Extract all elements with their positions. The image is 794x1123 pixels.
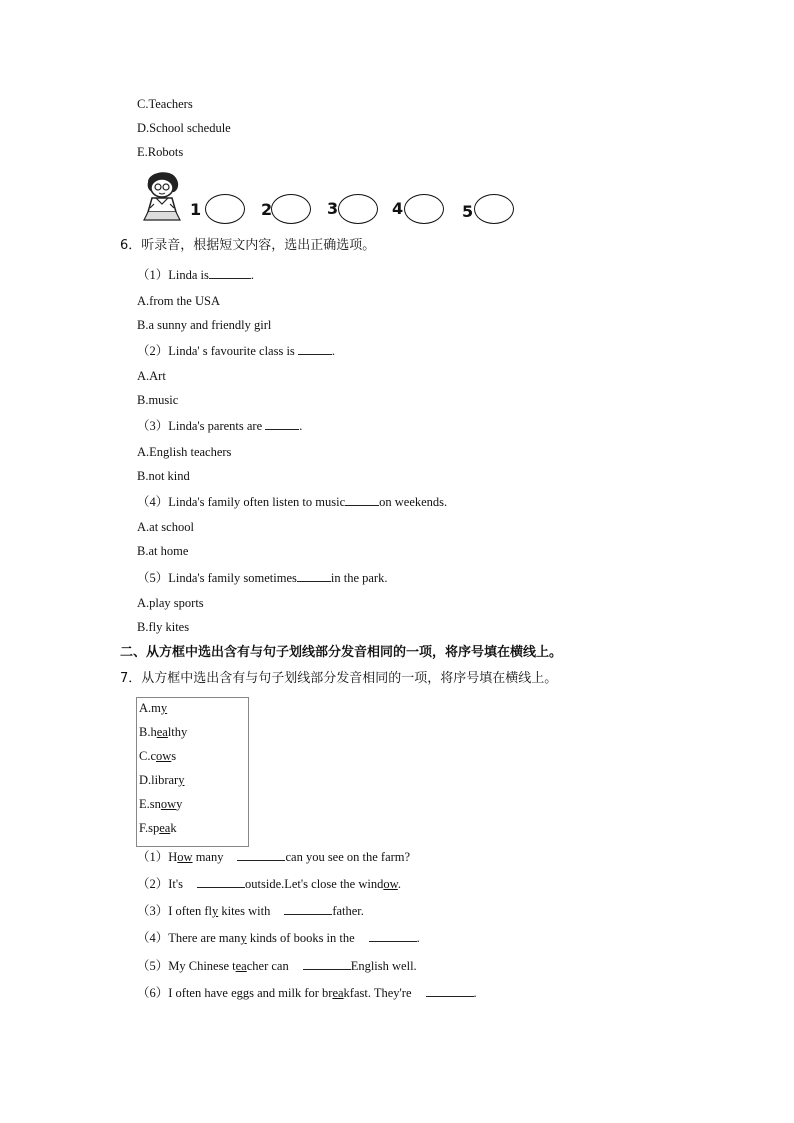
answer-blank[interactable] — [298, 342, 332, 355]
q6-prompt: 6．听录音，根据短文内容，选出正确选项。 — [120, 238, 376, 253]
answer-number-5: 5 — [462, 202, 474, 221]
q6-item-1-option-a: A.from the USA — [137, 294, 220, 308]
q6-item-5-option-b: B.fly kites — [137, 620, 190, 634]
q6-item-1-option-b: B.a sunny and friendly girl — [137, 318, 272, 332]
section-2-heading: 二、从方框中选出含有与句子划线部分发音相同的一项，将序号填在横线上。 — [120, 645, 563, 660]
q5-option-c: C.Teachers — [137, 97, 193, 111]
answer-number-3: 3 — [327, 199, 339, 218]
q7-sentence-6: （6）I often have eggs and milk for breakfast. They're . — [137, 986, 477, 1000]
q7-sentence-4: （4）There are many kinds of books in the . — [137, 931, 420, 945]
q7-sentence-2: （2）It's outside.Let's close the window. — [137, 877, 401, 891]
answer-number-1: 1 — [190, 200, 202, 219]
word-box-option-c: C.cows — [139, 749, 177, 763]
word-box-option-f: F.speak — [139, 821, 177, 835]
answer-oval-5[interactable] — [474, 194, 514, 224]
answer-blank[interactable] — [209, 266, 251, 279]
answer-blank[interactable] — [197, 875, 245, 888]
answer-blank[interactable] — [369, 929, 417, 942]
q6-item-4-option-a: A.at school — [137, 520, 194, 534]
q6-item-2-option-a: A.Art — [137, 369, 166, 383]
q6-item-3-stem: （3）Linda's parents are . — [137, 419, 303, 433]
answer-number-2: 2 — [261, 200, 273, 219]
q5-option-d: D.School schedule — [137, 121, 231, 135]
q6-item-2-stem: （2）Linda' s favourite class is . — [137, 344, 336, 358]
word-box-option-d: D.library — [139, 773, 185, 787]
word-box-option-a: A.my — [139, 701, 168, 715]
q6-item-5-stem: （5）Linda's family sometimes in the park. — [137, 571, 388, 585]
q6-item-3-option-a: A.English teachers — [137, 445, 232, 459]
answer-oval-2[interactable] — [271, 194, 311, 224]
answer-blank[interactable] — [426, 984, 474, 997]
q6-item-3-option-b: B.not kind — [137, 469, 190, 483]
q7-sentence-1: （1）How many can you see on the farm? — [137, 850, 411, 864]
answer-oval-1[interactable] — [205, 194, 245, 224]
answer-blank[interactable] — [345, 493, 379, 506]
q6-item-1-stem: （1）Linda is . — [137, 268, 254, 282]
q7-sentence-3: （3）I often fly kites with father. — [137, 904, 364, 918]
q6-item-4-option-b: B.at home — [137, 544, 189, 558]
answer-oval-4[interactable] — [404, 194, 444, 224]
answer-blank[interactable] — [297, 569, 331, 582]
q6-item-2-option-b: B.music — [137, 393, 179, 407]
cartoon-boy-icon — [140, 168, 186, 222]
word-box-option-e: E.snowy — [139, 797, 183, 811]
answer-blank[interactable] — [237, 848, 285, 861]
q5-option-e: E.Robots — [137, 145, 184, 159]
answer-blank[interactable] — [265, 417, 299, 430]
q7-prompt: 7．从方框中选出含有与句子划线部分发音相同的一项，将序号填在横线上。 — [120, 671, 558, 686]
q7-sentence-5: （5）My Chinese teacher can English well. — [137, 959, 417, 973]
answer-number-4: 4 — [392, 199, 404, 218]
answer-blank[interactable] — [284, 902, 332, 915]
word-box-option-b: B.healthy — [139, 725, 188, 739]
answer-oval-3[interactable] — [338, 194, 378, 224]
q6-item-5-option-a: A.play sports — [137, 596, 204, 610]
answer-blank[interactable] — [303, 957, 351, 970]
q6-item-4-stem: （4）Linda's family often listen to music on weekends. — [137, 495, 448, 509]
